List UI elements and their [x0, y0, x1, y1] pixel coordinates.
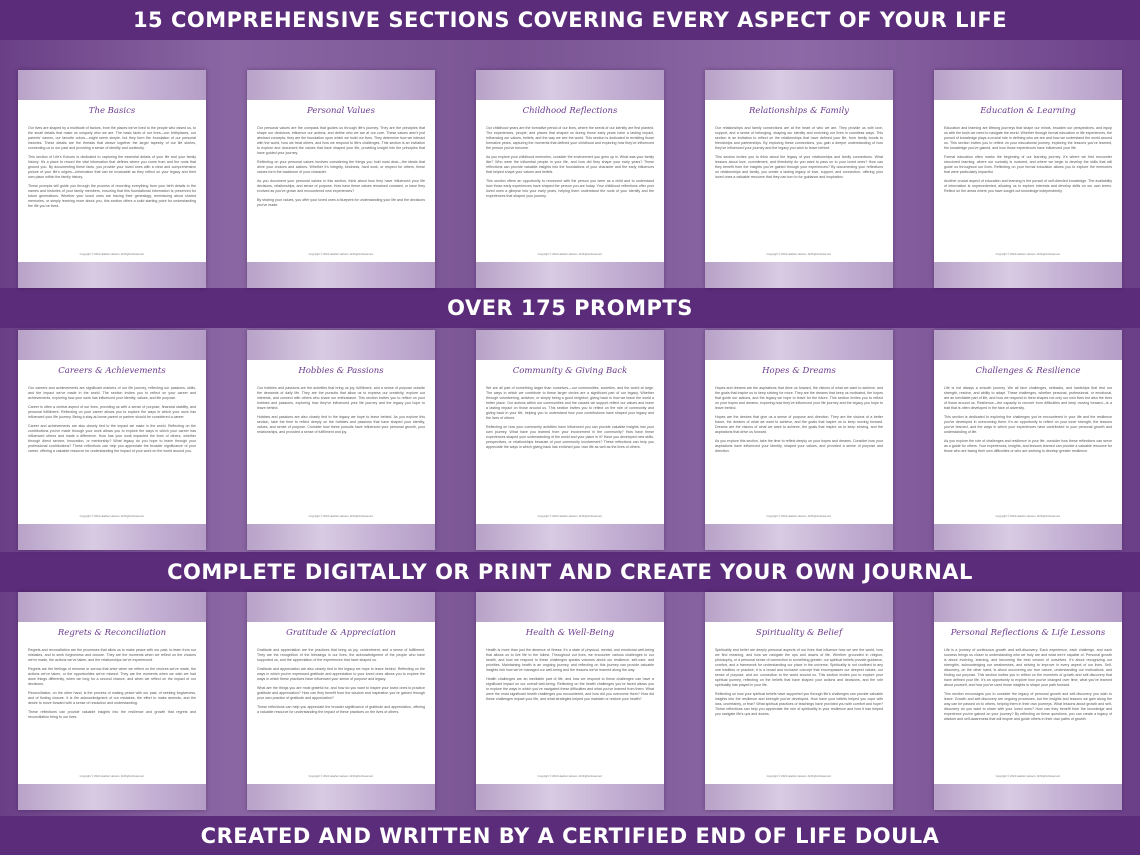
page-paragraph: Reconciliation, on the other hand, is the process of making peace with our past, of seeking forgiveness, and of finding closure. It is the acknowledgment of our mistakes, the effort to make amends, and the desire to move forward with a sense of resolution and understanding.	[28, 691, 196, 705]
journal-page	[18, 592, 206, 810]
page-paragraph: Our personal values are the compass that guides us through life's journey. They are the principles that shape our decisions, influence our actions, and define who we are at our core. These values aren't just abstract concepts; they are the foundation upon which we build our lives. They determine how we interact with the world, how we treat others, and how we respond to life's challenges. This section is an invitation to explore and document the values that have shaped your life, providing insight into the principles that have guided your journey.	[257, 126, 425, 155]
page-paragraph: Health is more than just the absence of illness; it's a state of physical, mental, and emotional well-being that allows us to live life to the fullest. Throughout our lives, we encounter various challenges to our health, and how we respond to these challenges speaks volumes about our resilience, self-care, and priorities. Maintaining health is an ongoing journey, and reflecting on this journey can provide valuable insights into how we've managed our well-being and the lessons we've learned along the way.	[486, 648, 654, 672]
page-title: Gratitude & Appreciation	[286, 628, 396, 638]
page-paragraph: These reflections can help you appreciate the broader significance of gratitude and appreciation, offering a valuable resource for understanding the impact of these practices on the lives of others.	[257, 705, 425, 714]
page-title: Hopes & Dreams	[762, 366, 836, 376]
page-header-band	[705, 592, 893, 622]
page-title: Hobbies & Passions	[298, 366, 384, 376]
page-header-band	[247, 70, 435, 100]
page-body	[28, 386, 196, 458]
page-footer-band	[476, 524, 664, 550]
page-paragraph: Our relationships and family connections are at the heart of who we are. They provide us with love, support, and a sense of belonging, shaping our identity and enriching our lives in countless ways. This section is an invitation to reflect on the relationships that have defined your life, from family bonds to friendships and partnerships. By exploring these connections, you gain a deeper understanding of how they've influenced your journey and the legacy you wish to leave behind.	[715, 126, 883, 150]
page-footer: Copyright © 2024 Heather Hanson. All Rights Reserved.	[79, 515, 145, 518]
page-body	[715, 386, 883, 458]
page-title: Community & Giving Back	[512, 366, 628, 376]
page-body	[715, 126, 883, 184]
banner-bottom	[0, 816, 1140, 855]
page-body	[257, 386, 425, 439]
page-body	[257, 648, 425, 719]
page-body	[944, 648, 1112, 726]
page-title: Education & Learning	[980, 106, 1076, 116]
page-footer-band	[18, 262, 206, 288]
page-title: Personal Reflections & Life Lessons	[950, 628, 1106, 638]
page-footer: Copyright © 2024 Heather Hanson. All Rights Reserved.	[766, 515, 832, 518]
page-paragraph: As you explore your childhood memories, consider the environment you grew up in. What was your family like? Who were the influential people in your life, and how did they shape your early years? These reflections can provide valuable insights into the foundations of your character and the early influences that helped shape your values and beliefs.	[486, 155, 654, 174]
journal-page	[247, 592, 435, 810]
page-paragraph: Gratitude and appreciation are the practices that bring us joy, contentment, and a sense of fulfillment. They are the recognition of the blessings in our lives, the acknowledgment of the people who have supported us, and the appreciation of the experiences that have shaped us.	[257, 648, 425, 662]
banner-top-text: 15 COMPREHENSIVE SECTIONS COVERING EVERY ASPECT OF YOUR LIFE	[132, 8, 1008, 32]
page-paragraph: Our childhood years are the formative period of our lives, where the seeds of our identity are first planted. The experiences, people, and places that shaped us during those early years have a lasting impact, influencing our values, beliefs, and the way we see the world. This section is dedicated to revisiting those formative years, capturing the moments that defined your childhood and exploring how they've influenced the person you've become.	[486, 126, 654, 150]
page-paragraph: Spirituality and belief are deeply personal aspects of our lives that influence how we see the world, how we find meaning, and how we navigate the ups and downs of life. Whether grounded in religion, philosophy, or a personal sense of connection to something greater, our spiritual beliefs provide guidance, comfort, and a framework for understanding our place in the universe. Spirituality is not confined to any one tradition or practice; it is a broad and inclusive concept that encompasses our deepest values, our sense of purpose, and our connection to the world around us. This section invites you to explore your spiritual journey, reflecting on the beliefs that have shaped your actions and decisions, and the role spirituality has played in your life.	[715, 648, 883, 687]
journal-page	[476, 330, 664, 550]
page-paragraph: Another crucial aspect of education and learning is the pursuit of self-directed knowledge. The availability of information is unprecedented, allowing us to explore interests and develop skills on our own terms. Reflect on the areas where you have sought out knowledge independently.	[944, 179, 1112, 193]
page-footer-band	[705, 784, 893, 810]
journal-page	[705, 70, 893, 288]
page-body	[944, 126, 1112, 198]
page-footer: Copyright © 2024 Heather Hanson. All Rights Reserved.	[308, 515, 374, 518]
page-title: Regrets & Reconciliation	[57, 628, 167, 638]
page-header-band	[705, 70, 893, 100]
page-footer-band	[476, 784, 664, 810]
journal-page	[247, 330, 435, 550]
page-paragraph: This section encourages you to consider the legacy of personal growth and self-discovery you wish to leave. Growth and self-discovery are ongoing processes, but the insights and lessons we gain along the way can be passed on to others, helping them in their own journeys. What lessons about growth and self-discovery do you want to share with your loved ones? How can they benefit from the knowledge and experience you've gained on your journey? By reflecting on these questions, you can create a legacy of wisdom and self-awareness that will inspire and guide others in their own paths of growth.	[944, 692, 1112, 721]
page-title: Health & Well-Being	[525, 628, 615, 638]
page-paragraph: This section is dedicated to exploring the challenges you've encountered in your life and the resilience you've developed in overcoming them. It's an opportunity to reflect on your inner strength, the lessons you've learned, and the ways in which your experiences have contributed to your personal growth and understanding of life.	[944, 415, 1112, 434]
page-title: Careers & Achievements	[58, 366, 166, 376]
page-paragraph: This section of Life's Echoes is dedicated to capturing the essential details of your life and your family history. It's a place to record the vital information that defines where you come from and the roots that ground you. By documenting these facts, you provide your loved ones with a clear and comprehensive picture of your life's origins—information that can be invaluable as they reflect on your legacy and their own place within the family history.	[28, 155, 196, 179]
page-footer-band	[934, 784, 1122, 810]
banner-mid1-text: OVER 175 PROMPTS	[447, 296, 693, 320]
page-paragraph: Reflecting on your personal values involves considering the things you hold most dear—the ideals that drive your choices and actions. Whether it's integrity, kindness, hard work, or respect for others, these values form the backbone of your character.	[257, 160, 425, 174]
page-paragraph: Hobbies and passions are also closely tied to the legacy we hope to leave behind. As you explore this section, take the time to reflect deeply on the hobbies and passions that have shaped your identity, values, and sense of purpose. Consider how these pursuits have influenced your personal growth, your relationships, and provided a sense of fulfillment and joy.	[257, 415, 425, 434]
page-paragraph: As you document your personal values in this section, think about how they have influenced your life decisions, relationships, and sense of purpose. How have these values remained constant, or have they evolved as you've grown and encountered new experiences?	[257, 179, 425, 193]
page-paragraph: We are all part of something larger than ourselves—our communities, societies, and the world at large. The ways in which we contribute to these larger circles are a significant part of our legacy. Whether through volunteering, activism, or simply being a good neighbor, giving back is how we leave the world a better place. Our actions within our communities and the causes we support reflect our values and leave a lasting impact on those around us. This section invites you to reflect on the role of community and giving back in your life, helping you to understand how your contributions have shaped your legacy and the lives of others.	[486, 386, 654, 420]
page-header-band	[934, 592, 1122, 622]
journal-page	[476, 70, 664, 288]
page-footer: Copyright © 2024 Heather Hanson. All Rights Reserved.	[308, 253, 374, 256]
page-footer: Copyright © 2024 Heather Hanson. All Rights Reserved.	[766, 775, 832, 778]
banner-top	[0, 0, 1140, 40]
page-body	[715, 648, 883, 721]
page-paragraph: These reflections can provide valuable insights into the resilience and growth that regrets and reconciliation bring to our lives.	[28, 710, 196, 719]
page-title: The Basics	[88, 106, 136, 116]
banner-mid1	[0, 288, 1140, 328]
page-footer-band	[705, 524, 893, 550]
page-paragraph: Our careers and achievements are significant markers of our life journey, reflecting our passions, skills, and the impact we've made in the world. The section invites you to reflect on your career and achievements, exploring how your work has influenced your identity, values, and life purpose.	[28, 386, 196, 400]
page-paragraph: Our lives are shaped by a multitude of factors, from the places we've lived to the people who raised us, to the small details that make us uniquely who we are. The basic facts of our lives—our birthplaces, our parents' names, our favorite colors—might seem simple, but they form the foundation of our personal histories. These details are the threads that weave together the larger tapestry of our life stories, connecting us to our past and providing a sense of identity and continuity.	[28, 126, 196, 150]
page-footer-band	[247, 262, 435, 288]
page-body	[486, 126, 654, 203]
page-header-band	[476, 330, 664, 360]
page-header-band	[18, 70, 206, 100]
page-paragraph: Gratitude and appreciation are also closely tied to the legacy we hope to leave behind. Reflecting on the ways in which you've expressed gratitude and appreciation to your loved ones allows you to explore the ways in which these practices have influenced your sense of purpose and legacy.	[257, 667, 425, 681]
page-paragraph: Life is not always a smooth journey. We all face challenges, setbacks, and hardships that test our strength, resolve, and ability to adapt. These challenges, whether personal, professional, or emotional, are an inevitable part of life, and how we respond to them shapes not only our own lives but also the lives of those around us. Resilience—the capacity to recover from difficulties and keep moving forward—is a trait that is often developed in the face of adversity.	[944, 386, 1112, 410]
page-body	[944, 386, 1112, 458]
page-paragraph: Regrets are the feelings of remorse or sorrow that arise when we reflect on the choices we've made, the actions we've taken, or the opportunities we've missed. They are the moments when we wish we had done things differently, when we long for a second chance, and when we reflect on the impact of our decisions.	[28, 667, 196, 686]
page-header-band	[247, 330, 435, 360]
page-paragraph: Career is often a central aspect of our lives, providing us with a sense of purpose, financial stability, and personal fulfillment. Reflecting on your career allows you to explore the ways in which your work has influenced your life journey. Being a stay-at-home parent or partner should be considered a career.	[28, 405, 196, 419]
page-paragraph: This section invites you to think about the legacy of your relationships and family connections. What lessons about love, commitment, and friendship do you want to pass on to your loved ones? How can they benefit from the insights you've gained through your experiences? By documenting your reflections on relationships and family, you create a lasting legacy of love, support, and connection, offering your loved ones a valuable resource that they can turn to for guidance and inspiration.	[715, 155, 883, 179]
page-paragraph: Formal education often marks the beginning of our learning journey. It's where we first encounter structured learning, where our curiosity is nurtured, and where we begin to develop the skills that will guide us throughout our lives. Reflecting on your formal education allows you to explore the memories that were particularly impactful.	[944, 155, 1112, 174]
page-paragraph: Hopes are the desires that give us a sense of purpose and direction. They are the visions of a better future, the dreams of what we want to achieve, and the goals that inspire us to keep moving forward. Dreams are the visions of what we want to achieve, the goals that inspire us to keep striving, and the aspirations that drive us forward.	[715, 415, 883, 434]
page-paragraph: Hopes and dreams are the aspirations that drive us forward, the visions of what we want to achieve, and the goals that inspire us to keep striving for more. They are the dreams that keep us motivated, the hopes that guide our actions, and the legacy we hope to leave for the future. This section invites you to reflect on your hopes and dreams, exploring how they've influenced your life journey and the legacy you hope to leave behind.	[715, 386, 883, 410]
page-paragraph: What are the things you are most grateful for, and how do you want to inspire your loved ones to practice gratitude and appreciation? How can they benefit from the wisdom and inspiration you've gained through your own practice of gratitude and appreciation?	[257, 686, 425, 700]
page-footer-band	[934, 262, 1122, 288]
page-title: Spirituality & Belief	[755, 628, 843, 638]
page-header-band	[18, 330, 206, 360]
page-body	[28, 126, 196, 213]
journal-page	[934, 70, 1122, 288]
journal-page	[247, 70, 435, 288]
page-header-band	[934, 70, 1122, 100]
page-header-band	[476, 592, 664, 622]
page-footer-band	[934, 524, 1122, 550]
page-header-band	[705, 330, 893, 360]
page-paragraph: Education and learning are lifelong journeys that shape our minds, broaden our perspectives, and equip us with the tools we need to navigate the world. Whether through formal education or life experiences, the pursuit of knowledge plays a crucial role in defining who we are and how we understand the world around us. This section invites you to reflect on your educational journey, exploring the lessons you've learned, the knowledge you've gained, and how those experiences have influenced your life.	[944, 126, 1113, 150]
page-footer: Copyright © 2024 Heather Hanson. All Rights Reserved.	[995, 775, 1061, 778]
page-footer: Copyright © 2024 Heather Hanson. All Rights Reserved.	[766, 253, 832, 256]
page-header-band	[476, 70, 664, 100]
page-footer-band	[18, 784, 206, 810]
journal-page	[476, 592, 664, 810]
page-body	[486, 648, 654, 706]
journal-page	[705, 592, 893, 810]
page-footer-band	[705, 262, 893, 288]
page-title: Challenges & Resilience	[975, 366, 1081, 376]
page-title: Childhood Reflections	[522, 106, 618, 116]
page-paragraph: Reflecting on how your community activities have influenced you can provide valuable insights into your own journey. What have you learned from your involvement in the community? How have these experiences shaped your understanding of the world and your place in it? Have you developed new skills, perspectives, or relationships because of your community involvement? These reflections can help you appreciate the ways in which giving back has enriched your own life as well as the lives of others.	[486, 425, 654, 449]
page-footer-band	[247, 784, 435, 810]
banner-mid2	[0, 552, 1140, 592]
page-paragraph: Reflecting on how your spiritual beliefs have supported you through life's challenges can provide valuable insights into the resilience and strength you've developed. How have your beliefs helped you cope with loss, uncertainty, or fear? What spiritual practices or teachings have provided you with comfort and hope? These reflections can help you appreciate the role of spirituality in your resilience and how it has helped you navigate life's ups and downs.	[715, 692, 883, 716]
page-body	[28, 648, 196, 724]
page-footer: Copyright © 2024 Heather Hanson. All Rights Reserved.	[79, 775, 145, 778]
page-paragraph: Health challenges are an inevitable part of life, and how we respond to these challenges can have a significant impact on our overall well-being. Reflecting on the health challenges you've faced allows you to explore the ways in which you've navigated these difficulties and what you've learned from them. What were the most significant health challenges you encountered, and how did you overcome them? How did these challenges impact your life, and what strategies helped you maintain or restore your health?	[486, 677, 654, 701]
page-paragraph: Our hobbies and passions are the activities that bring us joy, fulfillment, and a sense of purpose outside the demands of daily life. They are the pursuits that allow us to express our creativity, explore our interests, and connect with others who share our enthusiasm. This section invites you to reflect on your hobbies and passions, exploring how they've influenced your life journey and the legacy you hope to leave behind.	[257, 386, 425, 410]
page-header-band	[18, 592, 206, 622]
page-header-band	[247, 592, 435, 622]
page-header-band	[934, 330, 1122, 360]
page-body	[486, 386, 654, 454]
page-paragraph: Life is a journey of continuous growth and self-discovery. Each experience, each challenge, and each success brings us closer to understanding who we truly are and what we're capable of. Personal growth is about evolving, learning, and becoming the best version of ourselves. It's about recognizing our strengths, acknowledging our weaknesses, and striving to improve in every aspect of our lives. Self-discovery, on the other hand, is about uncovering our true nature, understanding our motivations, and finding our purpose. This section invites you to reflect on the moments of growth and self-discovery that have defined your life. It's an opportunity to explore how you've changed over time, what you've learned about yourself, and how you've used those insights to shape your path forward.	[944, 648, 1112, 687]
page-body	[257, 126, 425, 212]
journal-page	[18, 70, 206, 288]
banner-bottom-text: CREATED AND WRITTEN BY A CERTIFIED END OF LIFE DOULA	[200, 823, 940, 848]
page-footer-band	[18, 524, 206, 550]
journal-page	[18, 330, 206, 550]
page-paragraph: Regrets and reconciliation are the processes that allow us to make peace with our past, to learn from our mistakes, and to seek forgiveness and closure. They are the moments when we reflect on the choices we've made, the actions we've taken, and the relationships we've experienced.	[28, 648, 196, 662]
page-footer-band	[247, 524, 435, 550]
page-paragraph: As you explore the role of challenges and resilience in your life, consider how these reflections can serve as a guide for others. Your experiences, insights, and lessons learned can provide a valuable resource for those who are facing their own difficulties or who are seeking to develop greater resilience.	[944, 439, 1112, 453]
page-footer: Copyright © 2024 Heather Hanson. All Rights Reserved.	[79, 253, 145, 256]
page-paragraph: Career and achievements are also closely tied to the impact we make in the world. Reflecting on the contributions you've made through your work allows you to explore the ways in which your career has influenced others and made a difference. How has your work impacted the lives of others, whether through direct service, innovation, or mentorship? What legacy do you hope to leave through your professional contributions? These reflections can help you appreciate the broader significance of your career, offering a valuable resource for understanding the impact of your work on the world around you.	[28, 424, 196, 453]
page-title: Personal Values	[307, 106, 375, 116]
page-footer-band	[476, 262, 664, 288]
banner-mid2-text: COMPLETE DIGITALLY OR PRINT AND CREATE YOUR OWN JOURNAL	[167, 560, 973, 584]
page-footer: Copyright © 2024 Heather Hanson. All Rights Reserved.	[308, 775, 374, 778]
page-footer: Copyright © 2024 Heather Hanson. All Rights Reserved.	[537, 515, 603, 518]
page-paragraph: These prompts will guide you through the process of recording everything from your birth details to the names and histories of your family members, ensuring that this foundational information is preserved for future generations. Whether your loved ones are tracing their genealogy, reminiscing about shared memories, or simply learning more about you, this section offers a solid starting point for understanding the life you've lived.	[28, 184, 196, 208]
page-paragraph: This section offers an opportunity to reconnect with the person you were as a child and to understand how those early experiences have shaped the person you are today. Your childhood reflections offer your loved ones a glimpse into your early years, helping them understand the roots of your identity and the experiences that shaped your journey.	[486, 179, 654, 198]
page-footer: Copyright © 2024 Heather Hanson. All Rights Reserved.	[537, 253, 603, 256]
page-footer: Copyright © 2024 Heather Hanson. All Rights Reserved.	[995, 515, 1061, 518]
journal-page	[934, 330, 1122, 550]
journal-page	[705, 330, 893, 550]
page-footer: Copyright © 2024 Heather Hanson. All Rights Reserved.	[995, 253, 1061, 256]
page-footer: Copyright © 2024 Heather Hanson. All Rights Reserved.	[537, 775, 603, 778]
page-paragraph: As you explore this section, take the time to reflect deeply on your hopes and dreams. Consider how your aspirations have influenced your identity, shaped your values, and provided a sense of purpose and direction.	[715, 439, 883, 453]
page-paragraph: By sharing your values, you offer your loved ones a blueprint for understanding your life and the decisions you've made.	[257, 198, 425, 207]
page-title: Relationships & Family	[749, 106, 849, 116]
journal-page	[934, 592, 1122, 810]
